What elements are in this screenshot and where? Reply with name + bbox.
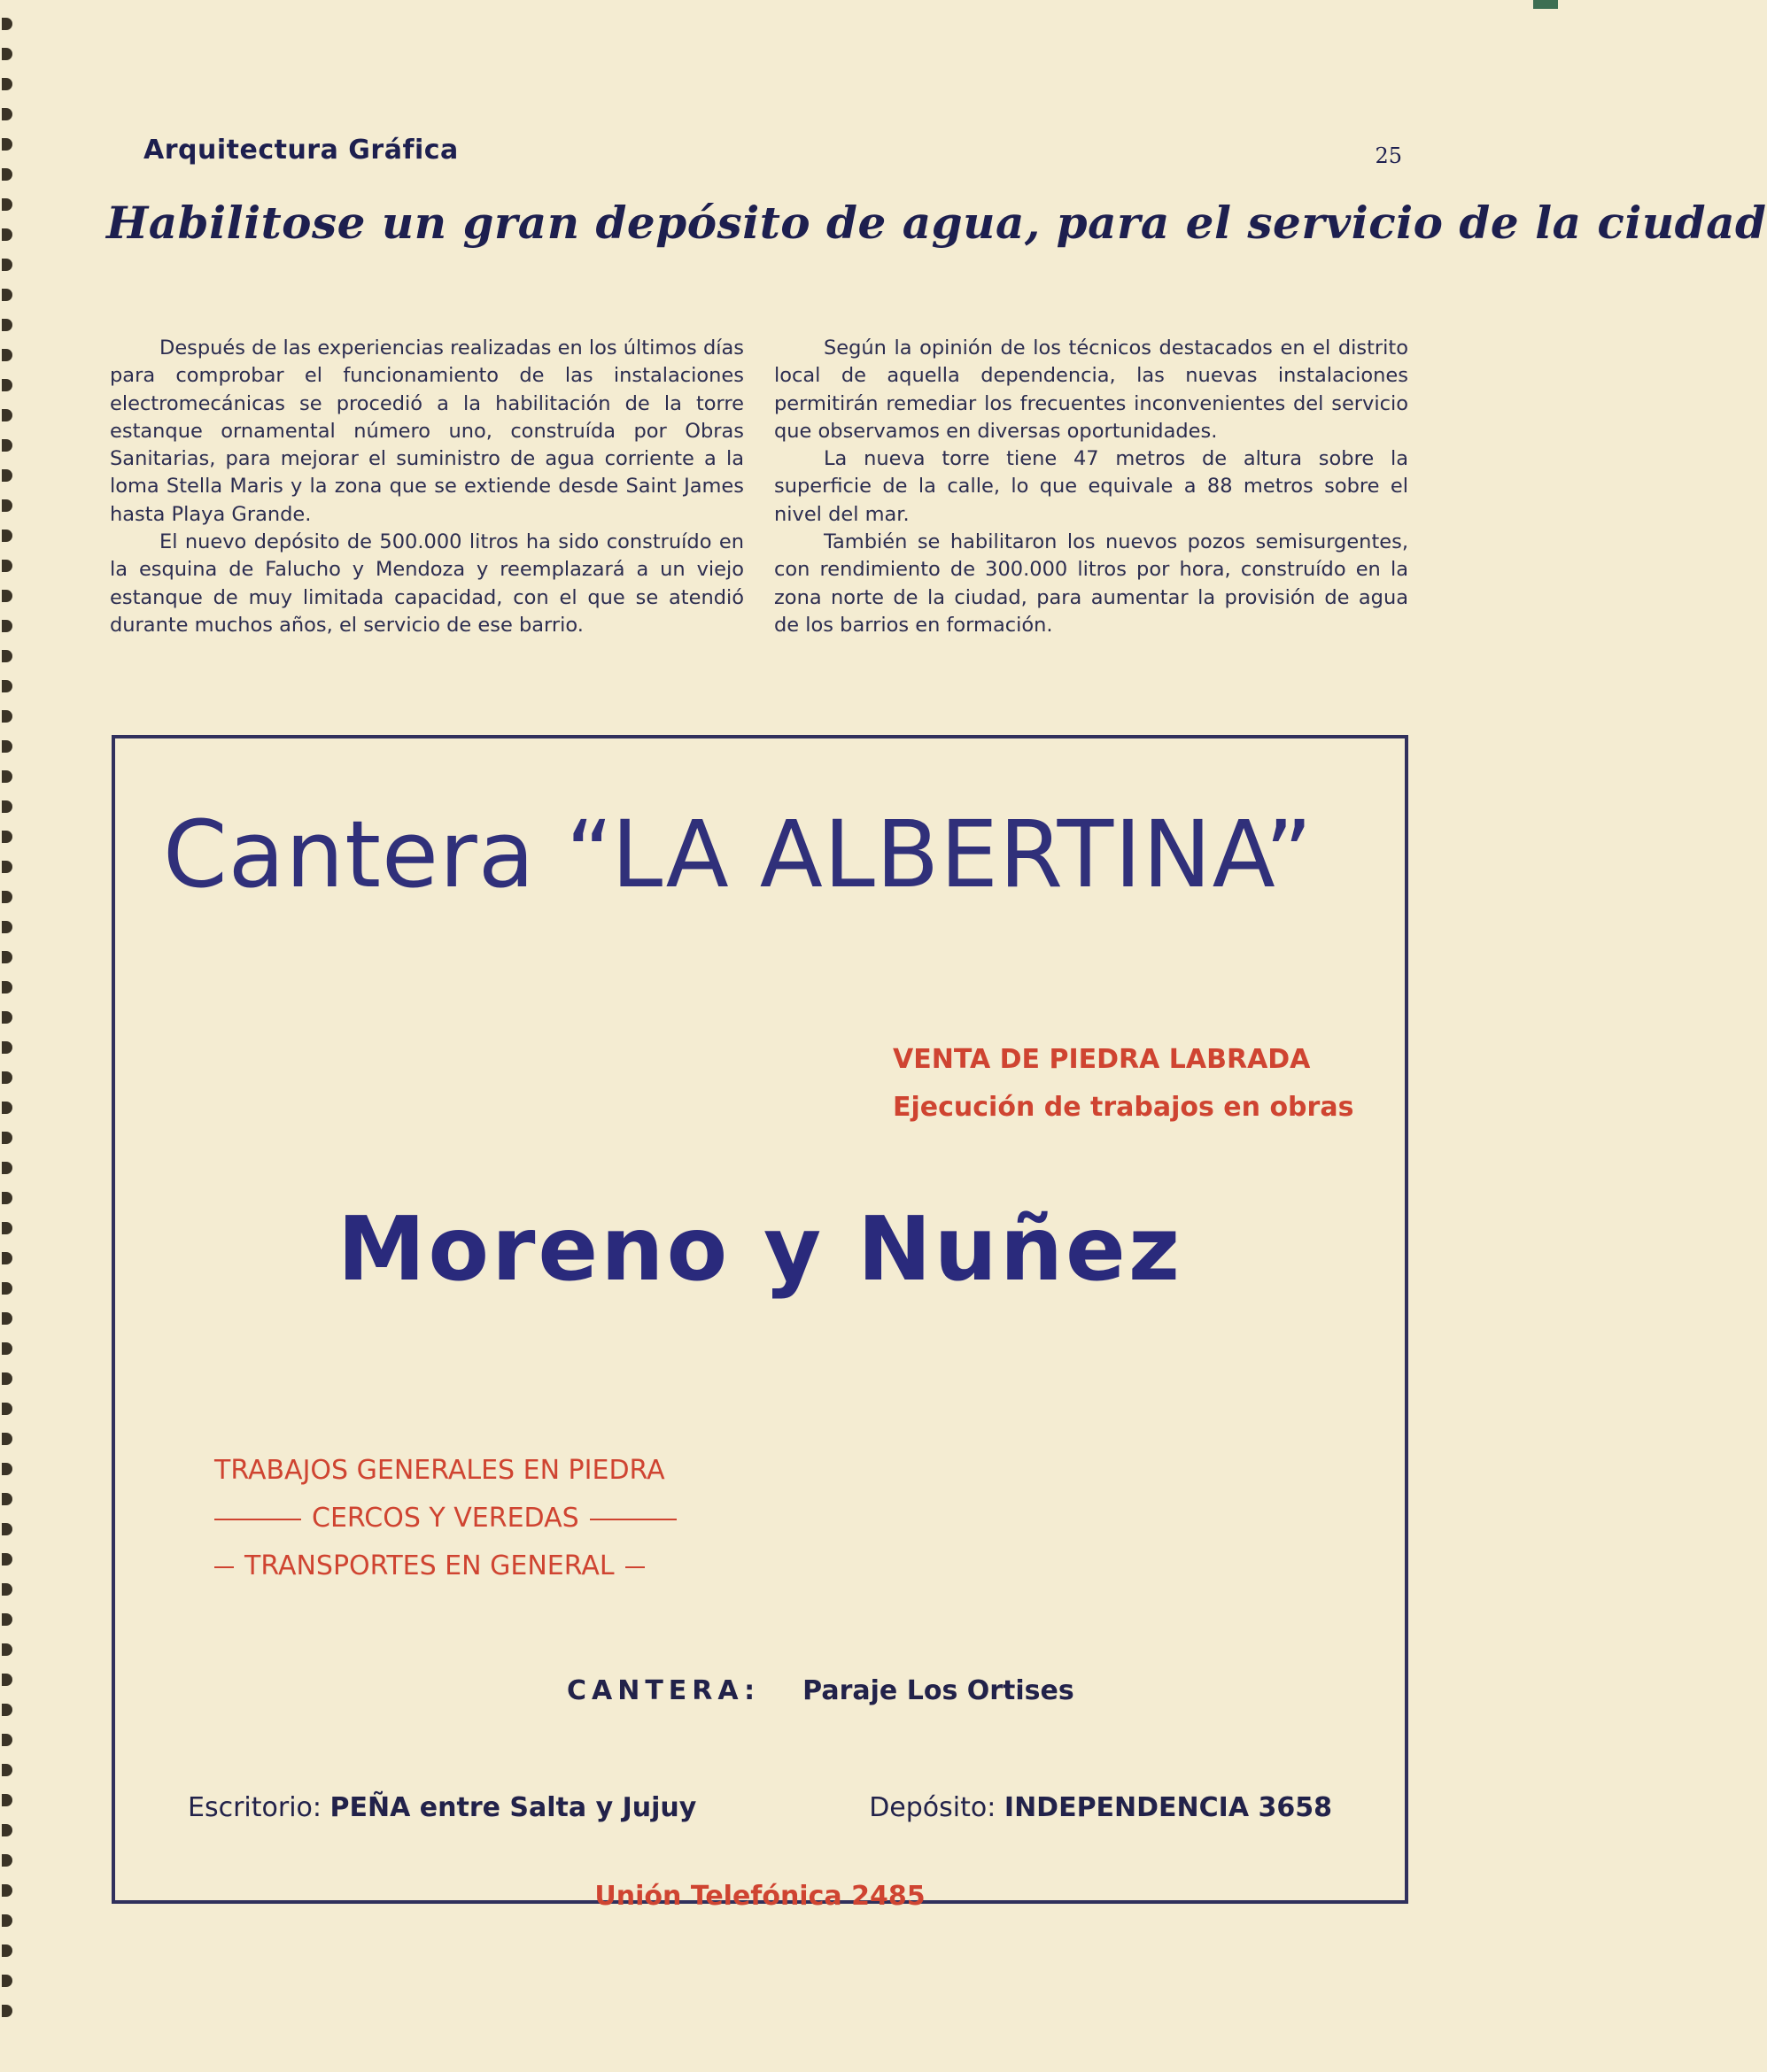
ad-company-name: Moreno y Nuñez bbox=[337, 1197, 1183, 1301]
spiral-ring bbox=[2, 1523, 12, 1535]
spiral-ring bbox=[2, 1463, 12, 1475]
spiral-ring bbox=[2, 1192, 12, 1204]
article-title: Habilitose un gran depósito de agua, para el servicio de la ciudad bbox=[106, 197, 1767, 249]
advertisement bbox=[112, 735, 1408, 1912]
spiral-ring bbox=[2, 1282, 12, 1295]
spiral-ring bbox=[2, 1312, 12, 1325]
spiral-ring bbox=[2, 770, 12, 783]
ad-work-item-row bbox=[214, 1495, 746, 1542]
spiral-ring bbox=[2, 590, 12, 602]
ad-work-item: CERCOS Y VEREDAS bbox=[312, 1503, 579, 1534]
office-label: Escritorio: bbox=[188, 1792, 322, 1823]
spiral-ring bbox=[2, 1342, 12, 1355]
article-left-column bbox=[110, 335, 744, 639]
spiral-ring bbox=[2, 1884, 12, 1897]
spiral-ring bbox=[2, 1102, 12, 1114]
office-value: PEÑA entre Salta y Jujuy bbox=[329, 1792, 697, 1823]
spiral-ring bbox=[2, 289, 12, 301]
spiral-ring bbox=[2, 1734, 12, 1746]
spiral-ring bbox=[2, 379, 12, 391]
ad-service-item: VENTA DE PIEDRA LABRADA bbox=[893, 1044, 1311, 1075]
spiral-ring bbox=[2, 198, 12, 211]
spiral-ring bbox=[2, 1252, 12, 1264]
spiral-ring bbox=[2, 18, 12, 30]
spiral-ring bbox=[2, 1553, 12, 1566]
quarry-value: Paraje Los Ortises bbox=[802, 1675, 1074, 1706]
spiral-ring bbox=[2, 1041, 12, 1054]
ad-work-item: TRABAJOS GENERALES EN PIEDRA bbox=[214, 1455, 665, 1486]
spiral-ring bbox=[2, 981, 12, 993]
quarry-label: CANTERA: bbox=[567, 1675, 761, 1706]
ad-works-list bbox=[214, 1447, 746, 1590]
spiral-binding bbox=[0, 18, 16, 2054]
spiral-ring bbox=[2, 1583, 12, 1596]
spiral-ring bbox=[2, 1222, 12, 1234]
dash-rule bbox=[625, 1566, 645, 1568]
spiral-ring bbox=[2, 499, 12, 512]
spiral-ring bbox=[2, 2005, 12, 2017]
spiral-ring bbox=[2, 228, 12, 241]
spiral-ring bbox=[2, 1824, 12, 1836]
spiral-ring bbox=[2, 78, 12, 90]
spiral-ring bbox=[2, 1794, 12, 1806]
spiral-ring bbox=[2, 349, 12, 361]
spiral-ring bbox=[2, 921, 12, 933]
corner-tab bbox=[1533, 0, 1558, 9]
spiral-ring bbox=[2, 1854, 12, 1867]
spiral-ring bbox=[2, 1372, 12, 1385]
spiral-ring bbox=[2, 650, 12, 662]
spiral-ring bbox=[2, 1764, 12, 1776]
spiral-ring bbox=[2, 1403, 12, 1415]
spiral-ring bbox=[2, 138, 12, 151]
ad-work-item-row bbox=[214, 1542, 746, 1590]
spiral-ring bbox=[2, 1011, 12, 1024]
depot-value: INDEPENDENCIA 3658 bbox=[1004, 1792, 1332, 1823]
spiral-ring bbox=[2, 1674, 12, 1686]
ad-headline: Cantera “LA ALBERTINA” bbox=[163, 800, 1314, 908]
spiral-ring bbox=[2, 951, 12, 963]
ad-phone: Unión Telefónica 2485 bbox=[594, 1881, 926, 1912]
spiral-ring bbox=[2, 530, 12, 542]
spiral-ring bbox=[2, 1071, 12, 1084]
spiral-ring bbox=[2, 48, 12, 60]
spiral-ring bbox=[2, 710, 12, 723]
magazine-title: Arquitectura Gráfica bbox=[143, 135, 459, 166]
spiral-ring bbox=[2, 168, 12, 181]
spiral-ring bbox=[2, 259, 12, 271]
spiral-ring bbox=[2, 891, 12, 903]
article-paragraph: Según la opinión de los técnicos destacados en el distrito local de aquella dependencia, las nuevas instalaciones permitirán remediar los frecuentes inconvenientes del servicio que observamos en diversas oportunidades. bbox=[774, 336, 1408, 443]
ad-quarry-location bbox=[567, 1675, 1074, 1706]
spiral-ring bbox=[2, 1132, 12, 1144]
spiral-ring bbox=[2, 1944, 12, 1957]
spiral-ring bbox=[2, 409, 12, 421]
depot-label: Depósito: bbox=[869, 1792, 996, 1823]
spiral-ring bbox=[2, 1162, 12, 1174]
spiral-ring bbox=[2, 319, 12, 331]
article-paragraph: También se habilitaron los nuevos pozos semisurgentes, con rendimiento de 300.000 litros por hora, construído en la zona norte de la ciudad, para aumentar la provisión de agua de los barrios en formación. bbox=[774, 530, 1408, 637]
spiral-ring bbox=[2, 620, 12, 632]
spiral-ring bbox=[2, 1643, 12, 1656]
spiral-ring bbox=[2, 108, 12, 120]
spiral-ring bbox=[2, 1704, 12, 1716]
spiral-ring bbox=[2, 1493, 12, 1505]
dash-rule bbox=[214, 1566, 234, 1568]
spiral-ring bbox=[2, 861, 12, 873]
ad-office-address bbox=[188, 1792, 696, 1823]
article-right-column bbox=[774, 335, 1408, 639]
spiral-ring bbox=[2, 1975, 12, 1987]
spiral-ring bbox=[2, 800, 12, 813]
spiral-ring bbox=[2, 680, 12, 692]
ad-service-item: Ejecución de trabajos en obras bbox=[893, 1092, 1354, 1123]
spiral-ring bbox=[2, 1433, 12, 1445]
article-paragraph: Después de las experiencias realizadas en los últimos días para comprobar el funcionamiento de las instalaciones electromecánicas se procedió a la habilitación de la torre estanque ornamental número uno, construída por Obras Sanitarias, para mejorar el suministro de agua corriente a la loma Stella Maris y la zona que se extiende desde Saint James hasta Playa Grande. bbox=[110, 336, 744, 526]
spiral-ring bbox=[2, 1914, 12, 1927]
dash-rule bbox=[214, 1519, 301, 1520]
ad-services bbox=[893, 1036, 1353, 1132]
article-paragraph: El nuevo depósito de 500.000 litros ha sido construído en la esquina de Falucho y Mendoza y reemplazará a un viejo estanque de muy limitada capacidad, con el que se atendió durante muchos años, el servicio de ese barrio. bbox=[110, 530, 744, 637]
ad-depot-address bbox=[869, 1792, 1332, 1823]
spiral-ring bbox=[2, 831, 12, 843]
spiral-ring bbox=[2, 560, 12, 572]
page-number: 25 bbox=[1375, 143, 1402, 168]
dash-rule bbox=[590, 1519, 677, 1520]
article-paragraph: La nueva torre tiene 47 metros de altura sobre la superficie de la calle, lo que equivale a 88 metros sobre el nivel del mar. bbox=[774, 447, 1408, 526]
spiral-ring bbox=[2, 439, 12, 452]
spiral-ring bbox=[2, 740, 12, 753]
spiral-ring bbox=[2, 469, 12, 482]
ad-work-item: TRANSPORTES EN GENERAL bbox=[244, 1550, 615, 1581]
spiral-ring bbox=[2, 1613, 12, 1626]
